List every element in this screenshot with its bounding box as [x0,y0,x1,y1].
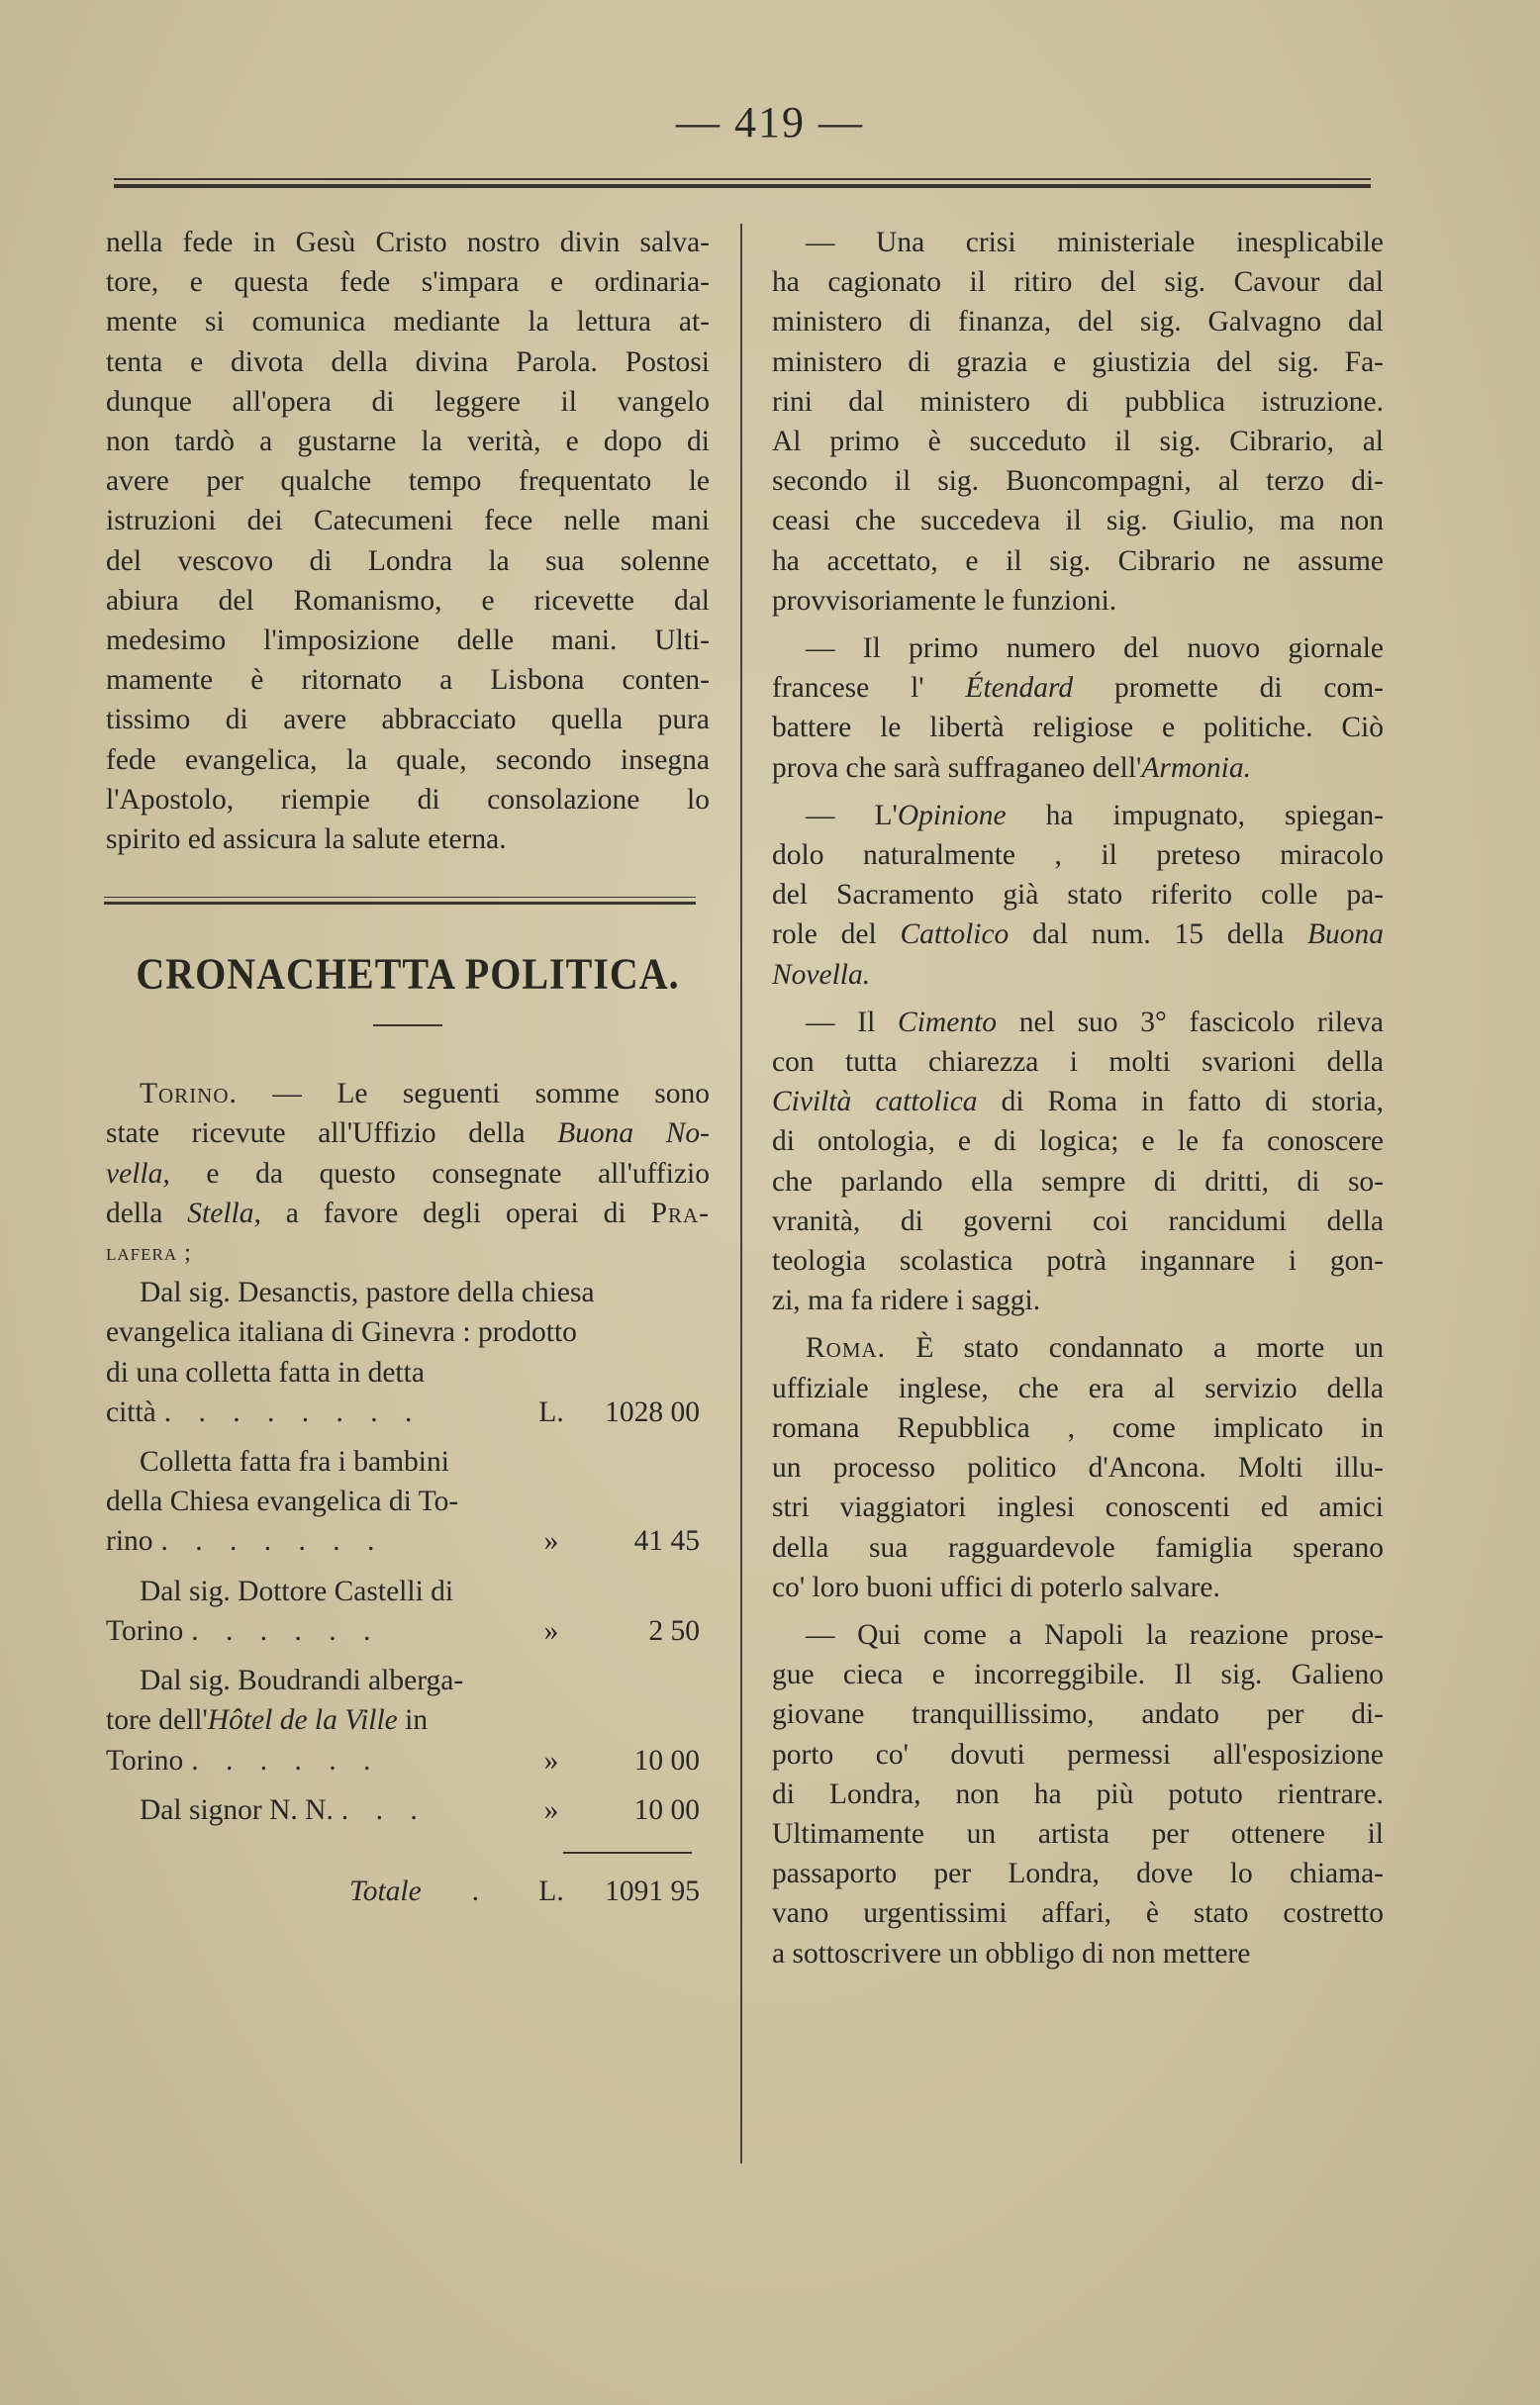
text-line: spirito ed assicura la salute eterna. [106,823,507,856]
ledger-dots: . . . . . . . [160,1525,385,1558]
ledger-currency: » [543,1525,559,1558]
ledger-amount: 10 00 [633,1793,700,1826]
total-dots: . [471,1875,490,1907]
text-line: a sottoscrivere un obbligo di non mettere [772,1937,1251,1970]
text-line: stri viaggiatori inglesi conoscenti ed amici [772,1491,1384,1524]
ledger-description: di una colletta fatta in detta [106,1356,425,1389]
text-line: — Qui come a Napoli la reazione prose- [806,1618,1384,1651]
text-line: passaporto per Londra, dove lo chiama- [772,1858,1384,1890]
ledger-description: tore dell'Hôtel de la Ville in [106,1704,429,1737]
text-line: ha cagionato il ritiro del sig. Cavour dal [772,266,1384,299]
ledger-label: Torino [106,1614,184,1647]
text-line: mente si comunica mediante la lettura at- [106,306,710,338]
ledger-entry [106,1442,710,1562]
ledger-currency: » [543,1793,559,1826]
text-line: — Una crisi ministeriale inesplicabile [806,227,1384,258]
text-line: del vescovo di Londra la sua solenne [106,544,710,577]
ledger-currency: » [543,1614,559,1647]
news-roma: Roma. È stato condannato a morte un uffiziale inglese, che era al servizio della romana Repubblica , come implicato in un processo politico d'Ancona. Molti illu- stri viaggiatori inglesi conoscenti ed amici della sua ragguardevole famiglia sperano co' loro buoni uffici di poterlo salvare. [772,1328,1384,1606]
text-line: mamente è ritornato a Lisbona conten- [106,664,710,697]
text-line: fede evangelica, la quale, secondo insegna [106,743,710,776]
text-line: ha accettato, e il sig. Cibrario ne assume [772,544,1384,577]
ledger-label: Torino [106,1744,184,1777]
ledger-amount: 10 00 [633,1744,700,1777]
ledger-amount: 2 50 [648,1614,700,1647]
text-line: tore, e questa fede s'impara e ordinaria- [106,266,710,299]
text-line: istruzioni dei Catecumeni fece nelle mani [106,505,710,537]
article-continuation [106,223,710,859]
ledger-entry [106,1790,710,1830]
ledger-description: Dal sig. Desanctis, pastore della chiesa [140,1277,595,1309]
column-divider [740,224,742,2164]
news-opinione: — L'Opinione ha impugnato, spiegan- dolo naturalmente , il preteso miracolo del Sacramento già stato riferito colle pa- role del Cattolico dal num. 15 della Buona Novella. [772,799,1384,991]
page-number: — 419 — [676,98,864,146]
news-etendard: — Il primo numero del nuovo giornale francese l' Étendard promette di com- battere le libertà religiose e politiche. Ciò prova che sarà suffraganeo dell'Armonia. [772,632,1384,784]
text-line: della sua ragguardevole famiglia sperano [772,1531,1384,1564]
text-line: tenta e divota della divina Parola. Postosi [106,345,710,378]
text-line: medesimo l'imposizione delle mani. Ulti- [106,625,710,657]
ledger-description: Dal sig. Boudrandi alberga- [140,1665,464,1697]
text-line: ministero di finanza, del sig. Galvagno dal [772,306,1384,338]
ledger-description: della Chiesa evangelica di To- [106,1486,459,1518]
text-line: abiura del Romanismo, e ricevette dal [106,584,710,617]
ledger-entry [106,1661,710,1780]
total-currency: L. [538,1875,564,1907]
ledger-label: rino [106,1525,153,1558]
ledger-dots: . . . . . . [191,1744,381,1777]
text-line: avere per qualche tempo frequentato le [106,465,710,498]
ledger-total [106,1872,710,1911]
header-double-rule [114,178,1371,190]
text-line: uffiziale inglese, che era al servizio della [772,1372,1384,1404]
ledger-amount: 1028 00 [605,1395,700,1428]
text-line: tissimo di avere abbracciato quella pura [106,704,710,736]
text-line: gue cieca e incorreggibile. Il sig. Galieno [772,1659,1384,1691]
text-line: l'Apostolo, riempie di consolazione lo [106,783,710,816]
total-label: Totale [349,1875,422,1907]
news-napoli [772,1615,1384,1973]
ledger-description: evangelica italiana di Ginevra : prodotto [106,1316,577,1349]
ledger-label: città [106,1395,156,1428]
text-line: un processo politico d'Ancona. Molti illu- [772,1452,1384,1485]
text-line: nella fede in Gesù Cristo nostro divin salva- [106,227,710,258]
text-line: ceasi che succedeva il sig. Giulio, ma non [772,505,1384,537]
text-line: porto co' dovuti permessi all'esposizione [772,1738,1384,1771]
text-line: secondo il sig. Buoncompagni, al terzo di- [772,465,1384,498]
text-line: ministero di grazia e giustizia del sig. Fa- [772,345,1384,378]
title-underline [373,1024,442,1026]
text-line: co' loro buoni uffici di poterlo salvare. [772,1571,1220,1603]
ledger-entry [106,1273,710,1432]
section-title: CRONACHETTA POLITICA. [136,948,680,999]
left-column [106,223,710,1911]
right-column [772,223,1384,1973]
text-line: non tardò a gustarne la verità, e dopo di [106,426,710,458]
ledger-description: Colletta fatta fra i bambini [140,1446,449,1479]
ledger-description: Dal sig. Dottore Castelli di [140,1575,454,1607]
total-amount: 1091 95 [605,1875,700,1907]
text-line: di Londra, non ha più potuto rientrare. [772,1778,1384,1810]
ledger-label: Dal signor N. N. [140,1793,334,1826]
ledger-dots: . . . . . . [191,1614,381,1647]
ledger-amount: 41 45 [633,1525,700,1558]
text-line: giovane tranquillissimo, andato per di- [772,1698,1384,1731]
ledger-dots: . . . . . . . . [163,1395,423,1428]
news-crisi-ministeriale [772,223,1384,621]
ledger-dots: . . . [340,1793,428,1826]
ledger-currency: » [543,1744,559,1777]
text-line: provvisoriamente le funzioni. [772,584,1117,617]
ledger-entry [106,1572,710,1651]
text-line: romana Repubblica , come implicato in [772,1411,1384,1444]
text-line: vano urgentissimi affari, è stato costretto [772,1897,1384,1930]
donation-ledger [106,1273,710,1830]
sum-rule [563,1852,692,1854]
news-cimento: — Il Cimento nel suo 3° fascicolo rileva con tutta chiarezza i molti svarioni della Civiltà cattolica di Roma in fatto di storia, di ontologia, e di logica; e le fa conoscere che parlando ella sempre di dritti, di so- vranità, di governi coi rancidumi della teologia scolastica potrà ingannare i gon- zi, ma fa ridere i saggi. [772,1006,1385,1317]
torino-paragraph: Torino. — Le seguenti somme sono state ricevute all'Uffizio della Buona No- vella, e da questo consegnate all'uffizio della Stella, a favore degli operai di Pra- lafera ; [106,1078,711,1267]
text-line: dunque all'opera di leggere il vangelo [106,385,710,418]
text-line: Ultimamente un artista per ottenere il [772,1817,1384,1850]
text-line: rini dal ministero di pubblica istruzione. [772,385,1384,418]
section-separator [104,897,696,907]
ledger-currency: L. [538,1395,564,1428]
text-line: Al primo è succeduto il sig. Cibrario, al [772,426,1384,458]
